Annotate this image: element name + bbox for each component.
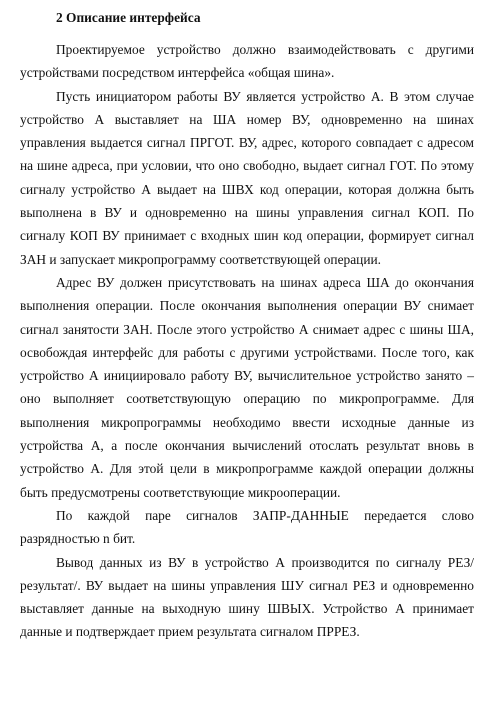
section-heading: 2 Описание интерфейса — [56, 10, 201, 25]
document-page — [20, 9, 474, 644]
paragraph-initiation: Пусть инициатором работы ВУ является устройство А. В этом случае устройство А выставляет на ША номер ВУ, одновременно на шинах управления выдается сигнал ПРГОТ. ВУ, адрес, которого совпадает с адресом на шине адреса, при условии, что оно свободно, выдает сигнал ГОТ. По этому сигналу устройство А выдает на ШВХ код операции, которая должна быть выполнена в ВУ и одновременно на шины управления сигнал КОП. По сигналу КОП ВУ принимает с входных шин код операции, формирует сигнал ЗАН и запускает микропрограмму соответствующей операции. — [20, 88, 474, 267]
paragraph-address: Адрес ВУ должен присутствовать на шинах адреса ША до окончания выполнения операции. После окончания выполнения операции ВУ снимает сигнал занятости ЗАН. После этого устройство А снимает адрес с шины ША, освобождая интерфейс для работы с другими устройствами. После того, как устройство А инициировало работу ВУ, вычислительное устройство занято – оно выполняет соответствующую операцию по микропрограмме. Для выполнения микропрограммы необходимо ввести исходные данные из устройства А, а после окончания вычислений отослать результат вновь в устройство А. Для этой цели в микропрограмме каждой операции должны быть предусмотрены соответствующие микрооперации. — [20, 274, 474, 500]
paragraph-intro: Проектируемое устройство должно взаимодействовать с другими устройствами посредством интерфейса «общая шина». — [20, 42, 474, 81]
paragraph-word-transfer: По каждой паре сигналов ЗАПР-ДАННЫЕ передается слово разрядностью n бит. — [20, 507, 474, 547]
paragraph-output: Вывод данных из ВУ в устройство А производится по сигналу РЕЗ/результат/. ВУ выдает на шины управления ШУ сигнал РЕЗ и одновременно выставляет данные на выходную шину ШВЫХ. Устройство А принимает данные и подтверждает прием результата сигналом ПРРЕЗ. — [20, 554, 474, 640]
